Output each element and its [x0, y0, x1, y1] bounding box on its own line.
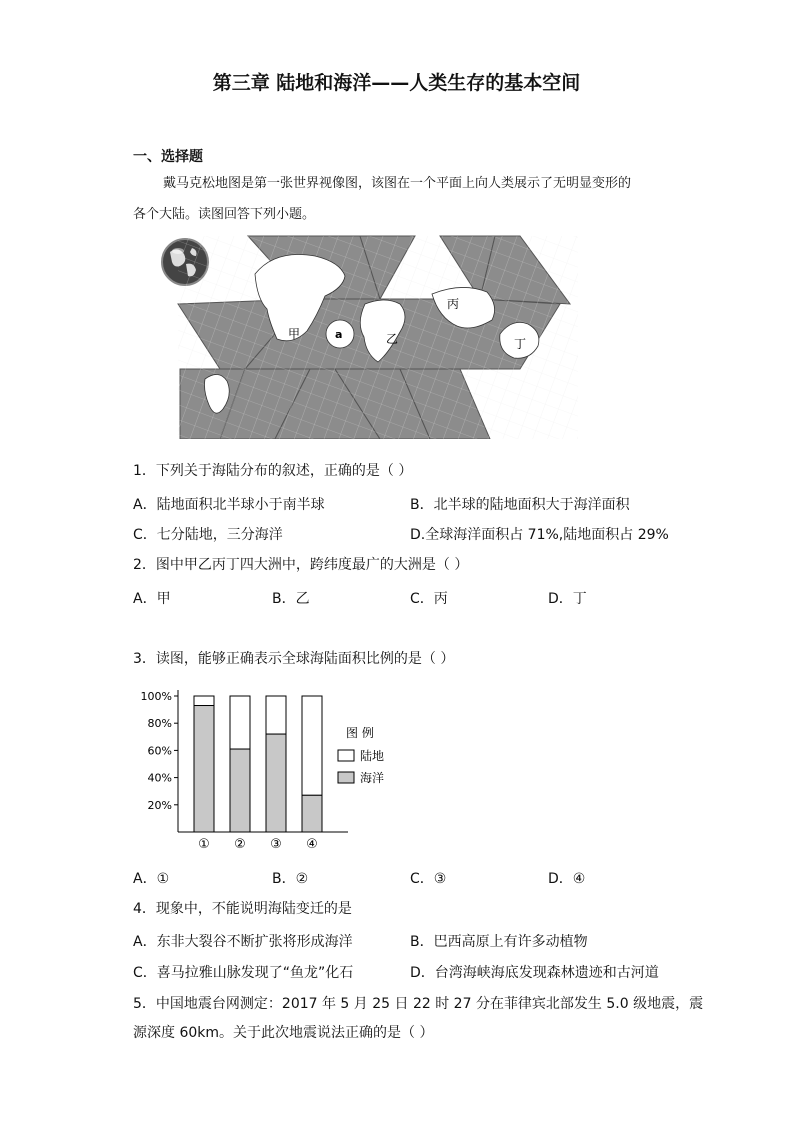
- question-1-stem: 1．下列关于海陆分布的叙述，正确的是（ ）: [133, 463, 413, 479]
- bar-land: [194, 696, 214, 706]
- legend-swatch-sea: [338, 772, 354, 783]
- x-category-label: ③: [270, 837, 282, 851]
- question-5-stem-line-2: 源深度 60km。关于此次地震说法正确的是（ ）: [133, 1025, 434, 1041]
- bar-sea: [302, 795, 322, 832]
- question-5-stem-line-1: 5．中国地震台网测定：2017 年 5 月 25 日 22 时 27 分在菲律宾北部发生 5.0 级地震，震: [133, 996, 704, 1012]
- bar-land: [302, 696, 322, 795]
- map-label-ding: 丁: [514, 337, 527, 351]
- x-category-label: ④: [306, 837, 318, 851]
- q1-option-b[interactable]: B．北半球的陆地面积大于海洋面积: [410, 497, 630, 513]
- q4-option-c[interactable]: C．喜马拉雅山脉发现了“鱼龙”化石: [133, 965, 354, 981]
- q4-option-a[interactable]: A．东非大裂谷不断扩张将形成海洋: [133, 934, 353, 950]
- q4-option-d[interactable]: D．台湾海峡海底发现森林遗迹和古河道: [410, 965, 659, 981]
- q2-option-b[interactable]: B．乙: [272, 591, 310, 607]
- q3-option-c[interactable]: C．③: [410, 871, 447, 887]
- q2-option-c[interactable]: C．丙: [410, 591, 448, 607]
- map-label-bing: 丙: [447, 297, 460, 311]
- bar-land: [230, 696, 250, 749]
- map-label-jia: 甲: [288, 327, 301, 341]
- legend-swatch-land: [338, 750, 354, 761]
- y-tick-label: 20%: [147, 798, 172, 812]
- q3-option-a[interactable]: A．①: [133, 871, 170, 887]
- question-4-stem: 4．现象中，不能说明海陆变迁的是: [133, 901, 352, 917]
- page-title: 第三章 陆地和海洋——人类生存的基本空间: [212, 72, 581, 94]
- bar-land: [266, 696, 286, 734]
- y-tick-label: 80%: [147, 717, 172, 731]
- bar-sea: [266, 734, 286, 832]
- legend-label-land: 陆地: [360, 749, 385, 763]
- q2-option-a[interactable]: A．甲: [133, 591, 171, 607]
- x-category-label: ②: [234, 837, 246, 851]
- y-tick-label: 100%: [140, 690, 172, 703]
- question-2-stem: 2．图中甲乙丙丁四大洲中，跨纬度最广的大洲是（ ）: [133, 557, 469, 573]
- section-heading: 一、选择题: [133, 149, 203, 165]
- bar-sea: [194, 706, 214, 832]
- y-tick-label: 60%: [147, 744, 172, 758]
- intro-line-1: 戴马克松地图是第一张世界视像图，该图在一个平面上向人类展示了无明显变形的: [163, 176, 632, 191]
- q1-option-a[interactable]: A．陆地面积北半球小于南半球: [133, 497, 325, 513]
- q1-option-c[interactable]: C．七分陆地，三分海洋: [133, 527, 283, 543]
- dymaxion-map: [160, 234, 580, 439]
- q1-option-d[interactable]: D.全球海洋面积占 71%,陆地面积占 29%: [410, 527, 669, 543]
- x-category-label: ①: [198, 837, 210, 851]
- q3-option-b[interactable]: B．②: [272, 871, 309, 887]
- map-label-yi: 乙: [386, 332, 399, 346]
- legend-label-sea: 海洋: [360, 771, 385, 785]
- map-label-a: a: [335, 328, 343, 341]
- q2-option-d[interactable]: D．丁: [548, 591, 587, 607]
- q4-option-b[interactable]: B．巴西高原上有许多动植物: [410, 934, 588, 950]
- y-tick-label: 40%: [147, 771, 172, 785]
- question-3-stem: 3．读图，能够正确表示全球海陆面积比例的是（ ）: [133, 651, 455, 667]
- legend-title: 图 例: [346, 726, 374, 740]
- intro-line-2: 各个大陆。读图回答下列小题。: [133, 207, 316, 222]
- bar-sea: [230, 749, 250, 832]
- q3-option-d[interactable]: D．④: [548, 871, 586, 887]
- chart-legend: [338, 725, 384, 785]
- land-sea-chart: [130, 686, 400, 851]
